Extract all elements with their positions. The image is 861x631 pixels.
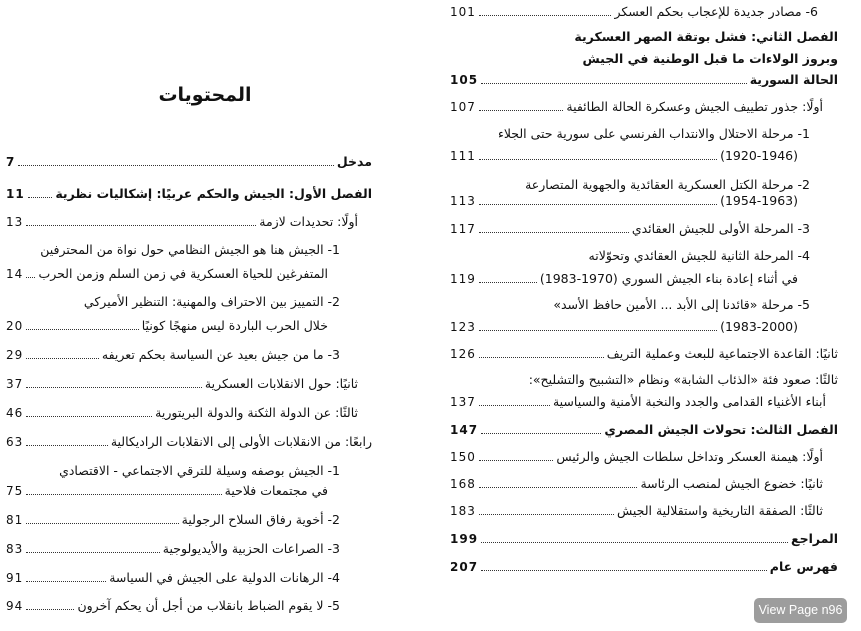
toc-page-number: 117: [450, 222, 476, 236]
dot-leader: [479, 460, 553, 461]
toc-page-number: 147: [450, 423, 479, 437]
toc-entry: [450, 318, 798, 336]
toc-entry-title: 2- مرحلة الكتل العسكرية العقائدية والجهوية المتصارعة: [525, 177, 810, 192]
toc-entry-title: أولًا: تحديدات لازمة: [259, 214, 358, 229]
toc-entry-title: 2- التمييز بين الاحتراف والمهنية: التنظير الأميركي: [83, 294, 340, 309]
toc-entry-title: 4- المرحلة الثانية للجيش العقائدي وتحوّلاته: [588, 248, 810, 263]
toc-page-number: 20: [6, 319, 24, 333]
toc-entry: [582, 50, 838, 68]
toc-entry-title: (1954-1963): [720, 193, 798, 208]
toc-entry-title: 3- ما من جيش بعيد عن السياسة بحكم تعريفه: [101, 347, 340, 362]
toc-page-number: 113: [450, 194, 476, 208]
toc-entry-title: مدخل: [336, 154, 372, 169]
toc-entry: [450, 393, 826, 411]
toc-entry-title: ثالثًا: الصفقة التاريخية واستقلالية الجيش: [616, 503, 823, 518]
toc-entry: [6, 185, 372, 203]
toc-entry: [529, 371, 838, 389]
toc-entry: [450, 530, 838, 548]
dot-leader: [481, 570, 767, 571]
toc-page-number: 137: [450, 395, 476, 409]
dot-leader: [479, 15, 612, 16]
toc-page-number: 7: [6, 155, 16, 169]
toc-entry: [6, 317, 328, 335]
toc-entry: [59, 462, 340, 480]
toc-entry-title: 1- الجيش هنا هو الجيش النظامي حول نواة من المحترفين: [40, 242, 340, 257]
dot-leader: [479, 405, 550, 406]
dot-leader: [28, 197, 53, 198]
toc-entry-title: ثالثًا: عن الدولة الثكنة والدولة البريتورية: [155, 405, 358, 420]
toc-page-number: 107: [450, 100, 476, 114]
toc-entry: [450, 71, 838, 89]
toc-entry-title: أولًا: هيمنة العسكر وتداخل سلطات الجيش والرئيس: [556, 449, 823, 464]
toc-entry-title: ثالثًا: صعود فئة «الذئاب الشابة» ونظام «التشبيح والتشليح»:: [528, 372, 838, 387]
toc-entry: [6, 433, 372, 451]
toc-page-number: 199: [450, 532, 479, 546]
toc-entry: [450, 192, 798, 210]
toc-entry: [6, 482, 328, 500]
dot-leader: [26, 445, 108, 446]
toc-entry: [450, 448, 823, 466]
toc-entry-title: الفصل الثالث: تحولات الجيش المصري: [604, 422, 838, 437]
toc-page-number: 14: [6, 267, 24, 281]
toc-entry: [574, 28, 838, 46]
toc-entry: [6, 597, 340, 615]
dot-leader: [479, 110, 563, 111]
dot-leader: [26, 416, 152, 417]
toc-entry-title: رابعًا: من الانقلابات الأولى إلى الانقلابات الراديكالية: [110, 434, 372, 449]
dot-leader: [479, 330, 717, 331]
dot-leader: [479, 282, 537, 283]
dot-leader: [481, 542, 788, 543]
toc-entry-title: وبروز الولاءات ما قبل الوطنية في الجيش: [582, 51, 838, 66]
dot-leader: [26, 552, 160, 553]
toc-page-number: 75: [6, 484, 24, 498]
dot-leader: [479, 357, 604, 358]
toc-page-number: 119: [450, 272, 476, 286]
dot-leader: [26, 387, 202, 388]
toc-entry-title: أولًا: جذور تطييف الجيش وعسكرة الحالة الطائفية: [566, 99, 823, 114]
dot-leader: [481, 433, 601, 434]
toc-entry-title: خلال الحرب الباردة ليس منهجًا كونيًا: [141, 318, 328, 333]
toc-entry: [6, 346, 340, 364]
toc-page-number: 83: [6, 542, 24, 556]
toc-entry-title: 6- مصادر جديدة للإعجاب بحكم العسكر: [614, 4, 818, 19]
dot-leader: [26, 581, 106, 582]
toc-page-number: 13: [6, 215, 24, 229]
dot-leader: [26, 358, 99, 359]
toc-entry-title: الحالة السورية: [749, 72, 838, 87]
dot-leader: [479, 159, 717, 160]
toc-page-number: 126: [450, 347, 476, 361]
right-page: [430, 0, 861, 631]
toc-entry-title: في أثناء إعادة بناء الجيش السوري (1970-1983): [539, 271, 798, 286]
toc-entry: [450, 270, 798, 288]
dot-leader: [26, 494, 221, 495]
toc-page-number: 91: [6, 571, 24, 585]
toc-entry-title: 1- الجيش بوصفه وسيلة للترقي الاجتماعي - الاقتصادي: [59, 463, 340, 478]
toc-page-number: 94: [6, 599, 24, 613]
left-page: [0, 0, 430, 631]
toc-entry-title: 5- مرحلة «قائدنا إلى الأبد ... الأمين حافظ الأسد»: [553, 297, 810, 312]
toc-page-number: 63: [6, 435, 24, 449]
toc-entry: [450, 98, 823, 116]
dot-leader: [26, 277, 35, 278]
toc-entry-title: (1983-2000): [720, 319, 798, 334]
toc-entry: [6, 540, 340, 558]
toc-page-number: 37: [6, 377, 24, 391]
toc-page-number: 29: [6, 348, 24, 362]
toc-entry: [6, 153, 372, 171]
toc-page-number: 111: [450, 149, 476, 163]
toc-entry: [450, 147, 798, 165]
dot-leader: [479, 514, 614, 515]
toc-entry-title: المتفرغين للحياة العسكرية في زمن السلم وزمن الحرب: [38, 266, 328, 281]
toc-entry-title: 3- المرحلة الأولى للجيش العقائدي: [631, 221, 810, 236]
toc-entry: [450, 345, 838, 363]
dot-leader: [479, 487, 638, 488]
toc-entry: [589, 247, 810, 265]
toc-entry: [40, 241, 340, 259]
toc-entry-title: ثانيًا: القاعدة الاجتماعية للبعث وعملية التريف: [606, 346, 838, 361]
toc-entry-title: أبناء الأغنياء القدامى والجدد والنخبة الأمنية والسياسية: [552, 394, 826, 409]
toc-entry-title: الفصل الثاني: فشل بوتقة الصهر العسكرية: [574, 29, 838, 44]
toc-entry-title: ثانيًا: خضوع الجيش لمنصب الرئاسة: [640, 476, 823, 491]
toc-entry-title: (1920-1946): [720, 148, 798, 163]
dot-leader: [479, 232, 629, 233]
toc-entry: [450, 220, 810, 238]
toc-page-number: 168: [450, 477, 476, 491]
toc-page-number: 101: [450, 5, 476, 19]
toc-page-number: 81: [6, 513, 24, 527]
toc-entry: [6, 375, 358, 393]
dot-leader: [26, 609, 74, 610]
toc-entry-title: في مجتمعات فلاحية: [224, 483, 328, 498]
toc-entry: [450, 558, 838, 576]
toc-entry: [6, 511, 340, 529]
toc-entry: [6, 569, 340, 587]
toc-entry: [450, 421, 838, 439]
dot-leader: [481, 83, 747, 84]
toc-page-number: 46: [6, 406, 24, 420]
toc-entry-title: 5- لا يقوم الضباط بانقلاب من أجل أن يحكم آخرون: [77, 598, 340, 613]
toc-entry-title: المراجع: [791, 531, 838, 546]
toc-page-number: 11: [6, 187, 25, 201]
toc-page-number: 207: [450, 560, 479, 574]
toc-entry: [498, 125, 810, 143]
toc-page-number: 183: [450, 504, 476, 518]
toc-entry: [84, 293, 340, 311]
toc-entry-title: 1- مرحلة الاحتلال والانتداب الفرنسي على سورية حتى الجلاء: [497, 126, 810, 141]
dot-leader: [26, 329, 138, 330]
toc-entry-title: 3- الصراعات الحزبية والأيديولوجية: [162, 541, 340, 556]
dot-leader: [479, 204, 717, 205]
toc-entry-title: الفصل الأول: الجيش والحكم عربيًا: إشكاليات نظرية: [55, 186, 372, 201]
toc-entry: [6, 265, 328, 283]
toc-entry: [450, 3, 818, 21]
toc-entry: [6, 213, 358, 231]
dot-leader: [18, 165, 334, 166]
toc-entry-title: 2- أخوية رفاق السلاح الرجولية: [181, 512, 340, 527]
toc-page-number: 123: [450, 320, 476, 334]
page-title: المحتويات: [158, 84, 252, 106]
toc-page-number: 105: [450, 73, 479, 87]
toc-page-number: 150: [450, 450, 476, 464]
toc-entry: [450, 502, 823, 520]
toc-entry-title: فهرس عام: [769, 559, 838, 574]
toc-entry: [553, 296, 810, 314]
toc-entry-title: 4- الرهانات الدولية على الجيش في السياسة: [109, 570, 340, 585]
toc-entry-title: ثانيًا: حول الانقلابات العسكرية: [204, 376, 358, 391]
toc-entry: [450, 475, 823, 493]
dot-leader: [26, 523, 178, 524]
toc-entry: [6, 404, 358, 422]
view-page-button[interactable]: View Page n96: [754, 598, 847, 623]
dot-leader: [26, 225, 256, 226]
